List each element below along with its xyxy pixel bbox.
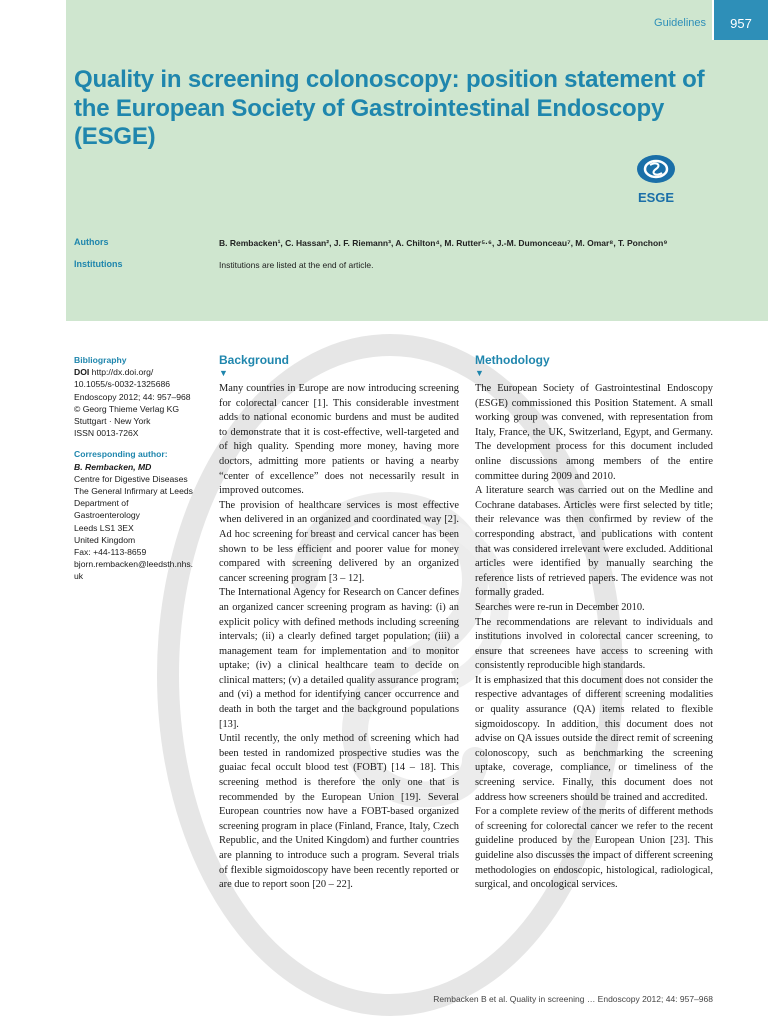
- bib-line: © Georg Thieme Verlag KG: [74, 403, 180, 414]
- article-title: Quality in screening colonoscopy: position statement of the European Society of Gastrointestinal Endoscopy (ESGE): [74, 66, 705, 150]
- page-footer: Rembacken B et al. Quality in screening … Endoscopy 2012; 44: 957–968: [433, 994, 713, 1004]
- address-line: Department of: [74, 498, 129, 509]
- paragraph: For a complete review of the merits of different methods of screening for colorectal cancer we refer to the recent guideline produced by the European Union [23]. This guideline also discusses the impact of different screening methodologies on endoscopic, histological, radiological, surgical, and oncological services.: [475, 806, 713, 891]
- address-line: United Kingdom: [74, 534, 136, 545]
- corresponding-heading: Corresponding author:: [74, 449, 168, 460]
- doi-link[interactable]: http://dx.doi.org/: [91, 367, 154, 378]
- esge-logo-text: ESGE: [637, 190, 675, 205]
- triangle-down-icon: ▼: [219, 368, 228, 378]
- methodology-section: [475, 353, 713, 893]
- paragraph: The provision of healthcare services is most effective when delivered in an organized and coordinated way [2]. Ad hoc screening for breast and cervical cancer has been shown to be less efficient and poorer value for money compared with screening delivered by an organized cancer screening program [3 – 12].: [219, 499, 459, 584]
- section-label: Guidelines: [654, 17, 706, 29]
- page-number-box: [714, 0, 768, 40]
- background-heading: Background: [219, 353, 290, 367]
- authors-list: B. Rembacken¹, C. Hassan², J. F. Riemann³, A. Chilton⁴, M. Rutter⁵·⁶, J.-M. Dumonceau⁷, M. Omar⁸, T. Ponchon⁹: [219, 238, 668, 248]
- paragraph: The European Society of Gastrointestinal Endoscopy (ESGE) commissioned this Position Statement. A small working group was convened, with representation from Italy, France, the UK, Switzerland, Egypt, and Germany. The development process for this document included online discussions among members of the entire committee during 2009 and 2010.: [475, 383, 713, 482]
- background-section: [219, 353, 459, 893]
- paragraph: Searches were re-run in December 2010.: [475, 601, 645, 613]
- paragraph: It is emphasized that this document does not consider the respective advantages of different screening modalities or quality assurance (QA) items related to flexible sigmoidoscopy. In addition, this document does not advise on QA issues outside the direct remit of screening colonoscopy, such as benchmarking the screening uptake, coverage, compliance, or timeliness of the screening service. Finally, this document does not address how screeners should be trained and accredited.: [475, 674, 713, 803]
- methodology-heading: Methodology: [475, 353, 550, 367]
- bib-line: Stuttgart · New York: [74, 416, 151, 427]
- email-link-cont[interactable]: uk: [74, 571, 84, 582]
- paragraph: Until recently, the only method of screening which had been tested in randomized prospective studies was the guaiac fecal occult blood test (FOBT) [14 – 18]. This screening method is therefore the only one that is recommended by the European Union [19]. Several European countries now have a FOBT-based organized screening program in place (Finland, France, Italy, Czech Republic, and the United Kingdom) and further countries are planning to introduce such a program. Several trials of flexible sigmoidoscopy have been recently reported or are due to report soon [20 – 22].: [219, 733, 459, 891]
- corresponding-name: B. Rembacken, MD: [74, 461, 152, 472]
- address-line: Gastroenterology: [74, 510, 140, 521]
- address-line: Leeds LS1 3EX: [74, 522, 134, 533]
- institutions-note: Institutions are listed at the end of article.: [219, 260, 374, 270]
- address-line: The General Infirmary at Leeds: [74, 486, 193, 497]
- doi-value[interactable]: 10.1055/s-0032-1325686: [74, 379, 171, 390]
- page-number: 957: [730, 16, 752, 31]
- paragraph: The recommendations are relevant to individuals and institutions involved in colorectal cancer screening, to ensure that screenees have access to screening with consistently reproducible high standards.: [475, 616, 713, 672]
- institutions-label: Institutions: [74, 259, 123, 269]
- email-link[interactable]: bjorn.rembacken@leedsth.nhs.: [74, 559, 194, 570]
- bibliography-heading: Bibliography: [74, 355, 127, 365]
- address-line: Centre for Digestive Diseases: [74, 473, 188, 484]
- paragraph: A literature search was carried out on the Medline and Cochrane databases. Articles were first selected by title; their relevance was then confirmed by review of the corresponding abstract, and publications with content that was considered irrelevant were excluded. Additional articles were identified by manually searching the reference lists of retrieved papers. The evidence was not formally graded.: [475, 485, 713, 599]
- triangle-down-icon: ▼: [475, 368, 484, 378]
- header-strip: [66, 0, 712, 40]
- bibliography-panel: [74, 354, 204, 583]
- paragraph: Many countries in Europe are now introducing screening for colorectal cancer [1]. This considerable investment adds to national economic burdens and must be audited to demonstrate that it is cost-effective, well-targeted and of high quality. Spending more money, having more doctors, admitting more patients or having a nearby “center of excellence” does not necessarily result in improved outcomes.: [219, 383, 459, 497]
- bib-line: Endoscopy 2012; 44: 957–968: [74, 391, 191, 402]
- address-line: Fax: +44-113-8659: [74, 547, 147, 558]
- authors-label: Authors: [74, 237, 109, 247]
- doi-label: DOI: [74, 367, 90, 378]
- bib-line: ISSN 0013-726X: [74, 428, 139, 439]
- paragraph: The International Agency for Research on Cancer defines an organized cancer screening program as having: (i) an explicit policy with defined methods including screening intervals; (ii) a clearly defined target population; (iii) a management team for implementation and to monitor uptake; (iv) a clinical healthcare team to decide on clinical matters; (v) a detailed quality assurance program; and (vi) a method for identifying cancer occurrence and death in both the target and the background populations [13].: [219, 587, 459, 730]
